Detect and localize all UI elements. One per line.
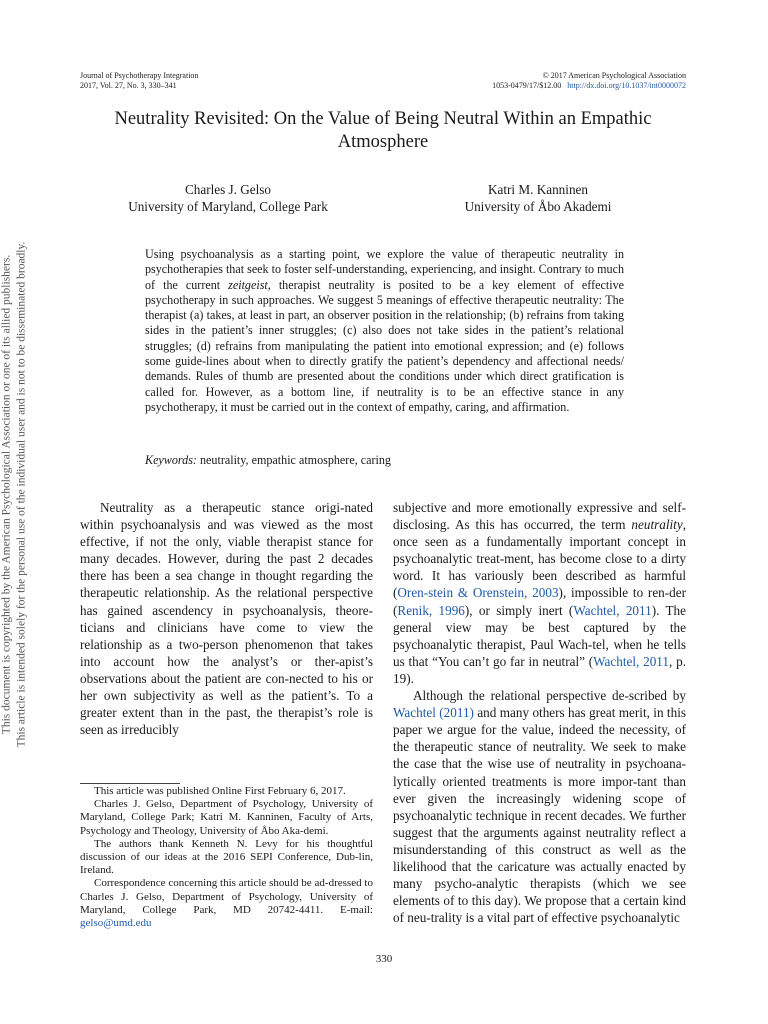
footnote: The authors thank Kenneth N. Levy for his thoughtful discussion of our ideas at the 2016 SEPI Conference, Dub-lin, Ireland. [80, 837, 373, 877]
body-text: ). The general view may be best captured by the psychoanalytic therapist, Paul Wach-tel, when he tells us that “You can’t go far in neutral” ( [393, 602, 686, 669]
body-paragraph [393, 687, 686, 926]
body-paragraph [393, 499, 686, 687]
body-text: subjective and more emotionally expressive and self-disclosing. As this has occurred, the term [393, 500, 686, 533]
body-text: Although the relational perspective de-scribed by [413, 688, 686, 704]
journal-header [80, 71, 198, 91]
abstract [145, 247, 624, 415]
keywords-label: Keywords: [145, 453, 197, 467]
author-name: Katri M. Kanninen [488, 182, 588, 197]
side-notice-line: This document is copyrighted by the American Psychological Association or one of its allied publishers. [0, 254, 13, 735]
citation-link[interactable]: Oren-stein & Orenstein, 2003 [397, 585, 559, 601]
footnote: This article was published Online First February 6, 2017. [94, 785, 346, 797]
author-block-1 [100, 181, 356, 215]
abstract-text: , therapist neutrality is posited to be a key element of effective psychotherapy in such approaches. We suggest 5 meanings of effective therapeutic neutrality: The therapist (a) takes, at least in part, an observer position in the relationship; (b) refrains from taking sides in the patient’s inner struggles; (c) also does not take sides in the patient’s relational struggles; (d) refrains from manipulating the patient into emotional expression; and (e) follows some guide-lines about when to directly gratify the patient’s dependency and affectional needs/ demands. Rules of thumb are presented about the conditions under which direct gratification is called for. However, as a bottom line, if neutrality is to be an effective stance in any psychotherapy, it must be carried out in the context of empathy, caring, and affirmation. [145, 277, 624, 414]
citation-link[interactable]: Wachtel, 2011 [573, 602, 652, 618]
abstract-text: Using psychoanalysis as a starting point, we explore the value of therapeutic neutrality in psychotherapies that seek to foster self-understanding, experiencing, and insight. Contrary to much of the current [145, 247, 624, 292]
author-block-2 [410, 181, 666, 215]
copyright-notice: © 2017 American Psychological Association [542, 71, 686, 80]
article-title: Neutrality Revisited: On the Value of Being Neutral Within an Empathic Atmosphere [114, 109, 652, 152]
body-emphasis: neutrality [631, 517, 683, 533]
page-number: 330 [375, 953, 393, 965]
body-text: , p. 19). [393, 653, 686, 686]
footnote-divider [80, 783, 180, 784]
author-name: Charles J. Gelso [184, 182, 272, 197]
journal-volume: 2017, Vol. 27, No. 3, 330–341 [80, 81, 177, 90]
body-text: ), impossible to ren-der ( [393, 585, 686, 618]
author-affiliation: University of Åbo Akademi [464, 199, 612, 214]
body-paragraph: Neutrality as a therapeutic stance origi-nated within psychoanalysis and was viewed as the most effective, if not the only, viable therapist stance for many decades. However, during the past 2 decades there has been a sea change in thought regarding the therapeutic relationship. As the relational perspective has gained ascendency in psychoanalysis, theore-ticians and clinicians have come to view the relationship as a two-person phenomenon that takes into account how the analyst’s or ther-apist’s observations about the patient are con-nected to his or her own subjectivity as well as the patient’s. To a greater extent than in the past, the therapist’s role is seen as irreducibly [80, 500, 373, 738]
copyright-header [492, 71, 686, 91]
abstract-emphasis: zeitgeist [228, 277, 268, 292]
keywords [145, 453, 624, 468]
email-link[interactable]: gelso@umd.edu [80, 917, 152, 930]
footnote [80, 877, 373, 930]
journal-name: Journal of Psychotherapy Integration [80, 71, 199, 80]
keywords-text: neutrality, empathic atmosphere, caring [200, 453, 391, 467]
citation-link[interactable]: Wachtel, 2011 [593, 653, 670, 669]
side-copyright-notice [0, 0, 29, 995]
issn: 1053-0479/17/$12.00 [492, 81, 562, 90]
citation-link[interactable]: Renik, 1996 [397, 602, 465, 618]
citation-link[interactable]: Wachtel (2011) [393, 705, 474, 721]
side-notice-line: This article is intended solely for the personal use of the individual user and is not to be disseminated broadly. [15, 241, 27, 748]
issn-doi-line [492, 81, 686, 91]
body-column-left [80, 499, 373, 738]
doi-link[interactable]: http://dx.doi.org/10.1037/int0000072 [567, 81, 686, 90]
body-text: ), or simply inert ( [464, 602, 574, 618]
footnotes [80, 785, 373, 930]
body-column-right [393, 499, 686, 926]
body-text: , once seen as a fundamentally important concept in psychoanalytic treat-ment, has become close to a dirty word. It has variously been described as harmful ( [393, 517, 686, 601]
footnote-text: Correspondence concerning this article should be ad-dressed to Charles J. Gelso, Department of Psychology, University of Maryland, College Park, MD 20742-4411. E-mail: [80, 877, 373, 916]
body-text: and many others has great merit, in this paper we argue for the value, indeed the necessity, of the therapeutic stance of neutrality. We seek to make the case that the wise use of neutrality in psychoana-lytically oriented treatments is more impor-tant than ever given the increasingly widening scope of psychoanalytic technique in recent decades. We further suggest that the arguments against neutrality reflect a misunderstanding of this construct as well as the likelihood that the caricature was actually enacted by many psycho-analytic therapists (which we see elements of to this day). We propose that a certain kind of neu-trality is a vital part of effective psychoanalytic [393, 705, 686, 926]
author-affiliation: University of Maryland, College Park [128, 199, 328, 214]
footnote: Charles J. Gelso, Department of Psychology, University of Maryland, College Park; Katri M. Kanninen, Faculty of Arts, Psychology and Theology, University of Åbo Aka-demi. [80, 798, 373, 837]
